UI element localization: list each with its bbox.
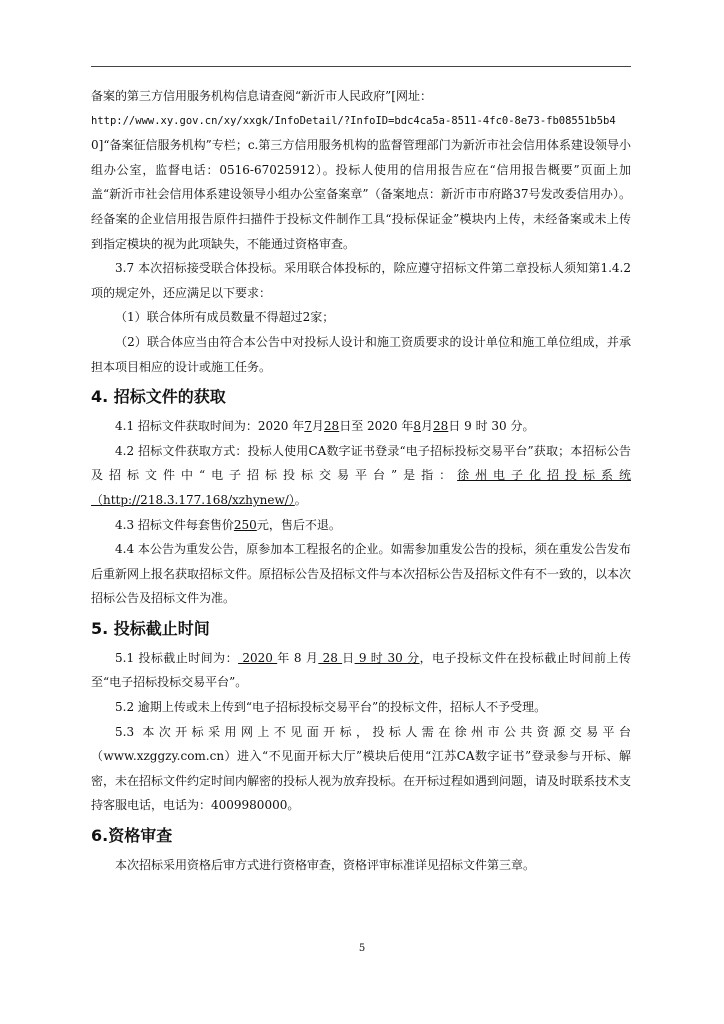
start-month: 7 <box>304 419 312 434</box>
clause-4-2-text: 4.2 招标文件获取方式：投标人使用CA数字证书登录“电子招标投标交易平台”获取；本招标公告及招标文件中“电子招标投标交易平台”是指： <box>91 443 631 483</box>
clause-3-7-item-1: （1）联合体所有成员数量不得超过2家； <box>115 310 335 325</box>
clause-3-7: 3.7 本次招标接受联合体投标。采用联合体投标的，除应遵守招标文件第二章投标人须知第1.4.2项的规定外，还应满足以下要求： <box>91 261 631 300</box>
clause-3-7-item-2: （2）联合体应当由符合本公告中对投标人设计和施工资质要求的设计单位和施工单位组成，并承担本项目相应的设计或施工任务。 <box>91 334 631 374</box>
clause-4-1-mid: 日至 2020 年 <box>339 419 414 434</box>
clause-6-1: 本次招标采用资格后审方式进行资格审查，资格评审标准详见招标文件第三章。 <box>115 858 536 873</box>
clause-4-4: 4.4 本公告为重发公告，原参加本工程报名的企业。如需参加重发公告的投标，须在重发公告发布后重新网上报名获取招标文件。原招标公告及招标文件与本次招标公告及招标文件有不一致的，以本次招标公告及招标文件为准。 <box>91 542 632 606</box>
clause-4-3-text: 4.3 招标文件每套售价 <box>115 517 234 532</box>
clause-4-1-month-label-2: 月 <box>421 419 434 434</box>
clause-5-1-day-label: 日 <box>342 650 355 665</box>
start-day: 28 <box>323 419 340 434</box>
section-4-heading: 4. 招标文件的获取 <box>91 387 226 407</box>
clause-5-1-end: ，电子投标文件在投标截止时间前上传至“电子招标投标交易平台”。 <box>91 650 631 690</box>
clause-4-1-month-label: 月 <box>311 419 324 434</box>
header-rule <box>91 66 631 67</box>
system-link[interactable]: 徐州电子化招投标系统（http://218.3.177.168/xzhynew/） <box>91 468 631 507</box>
clause-4-1-text: 4.1 招标文件获取时间为：2020 年 <box>115 419 305 434</box>
clause-4-1 <box>91 414 631 439</box>
clause-4-3-end: 元，售后不退。 <box>256 517 341 532</box>
clause-5-1 <box>91 646 631 695</box>
section-5-heading: 5. 投标截止时间 <box>91 618 210 638</box>
clause-4-2 <box>91 439 631 513</box>
deadline-time: 9 时 30 分 <box>354 650 420 665</box>
clause-5-1-text: 5.1 投标截止时间为： <box>115 650 239 665</box>
intro-line: 备案的第三方信用服务机构信息请查阅“新沂市人民政府”[网址： <box>91 89 432 103</box>
clause-4-1-end: 日 9 时 30 分。 <box>448 419 535 434</box>
clause-5-3: 5.3 本次开标采用网上不见面开标，投标人需在徐州市公共资源交易平台（www.xzggzy.com.cn）进入“不见面开标大厅”模块后使用“江苏CA数字证书”登录参与开标、解密，未在招标文件约定时间内解密的投标人视为放弃投标。在开标过程如遇到问题，请及时联系技术支持客服电话，电话为：4009980000。 <box>91 724 632 813</box>
clause-5-1-month: 年 8 月 <box>277 650 319 665</box>
document-price: 250 <box>233 517 257 532</box>
section-6-heading: 6.资格审查 <box>91 826 173 846</box>
clause-5-2: 5.2 逾期上传或未上传到“电子招标投标交易平台”的投标文件，招标人不予受理。 <box>115 700 547 715</box>
page-number: 5 <box>358 943 366 954</box>
intro-paragraph: 0]“备案征信服务机构”专栏；c.第三方信用服务机构的监督管理部门为新沂市社会信用体系建设领导小组办公室，监督电话：0516-67025912）。投标人使用的信用报告应在“信用报告概要”页面上加盖“新沂市社会信用体系建设领导小组办公室备案章”（备案地点：新沂市市府路37号发改委信用办）。经备案的企业信用报告原件扫描件于投标文件制作工具“投标保证金”模块内上传，未经备案或未上传到指定模块的视为此项缺失，不能通过资格审查。 <box>91 138 631 251</box>
end-day: 28 <box>433 419 449 434</box>
clause-4-3 <box>91 513 631 538</box>
intro-url: http://www.xy.gov.cn/xy/xxgk/InfoDetail/?InfoID=bdc4ca5a-8511-4fc0-8e73-fb08551b5b4 <box>91 114 616 127</box>
deadline-year: 2020 <box>238 650 278 665</box>
clause-4-2-end: 。 <box>294 492 307 507</box>
end-month: 8 <box>413 419 422 434</box>
deadline-day: 28 <box>318 650 343 665</box>
document-page <box>91 84 631 878</box>
